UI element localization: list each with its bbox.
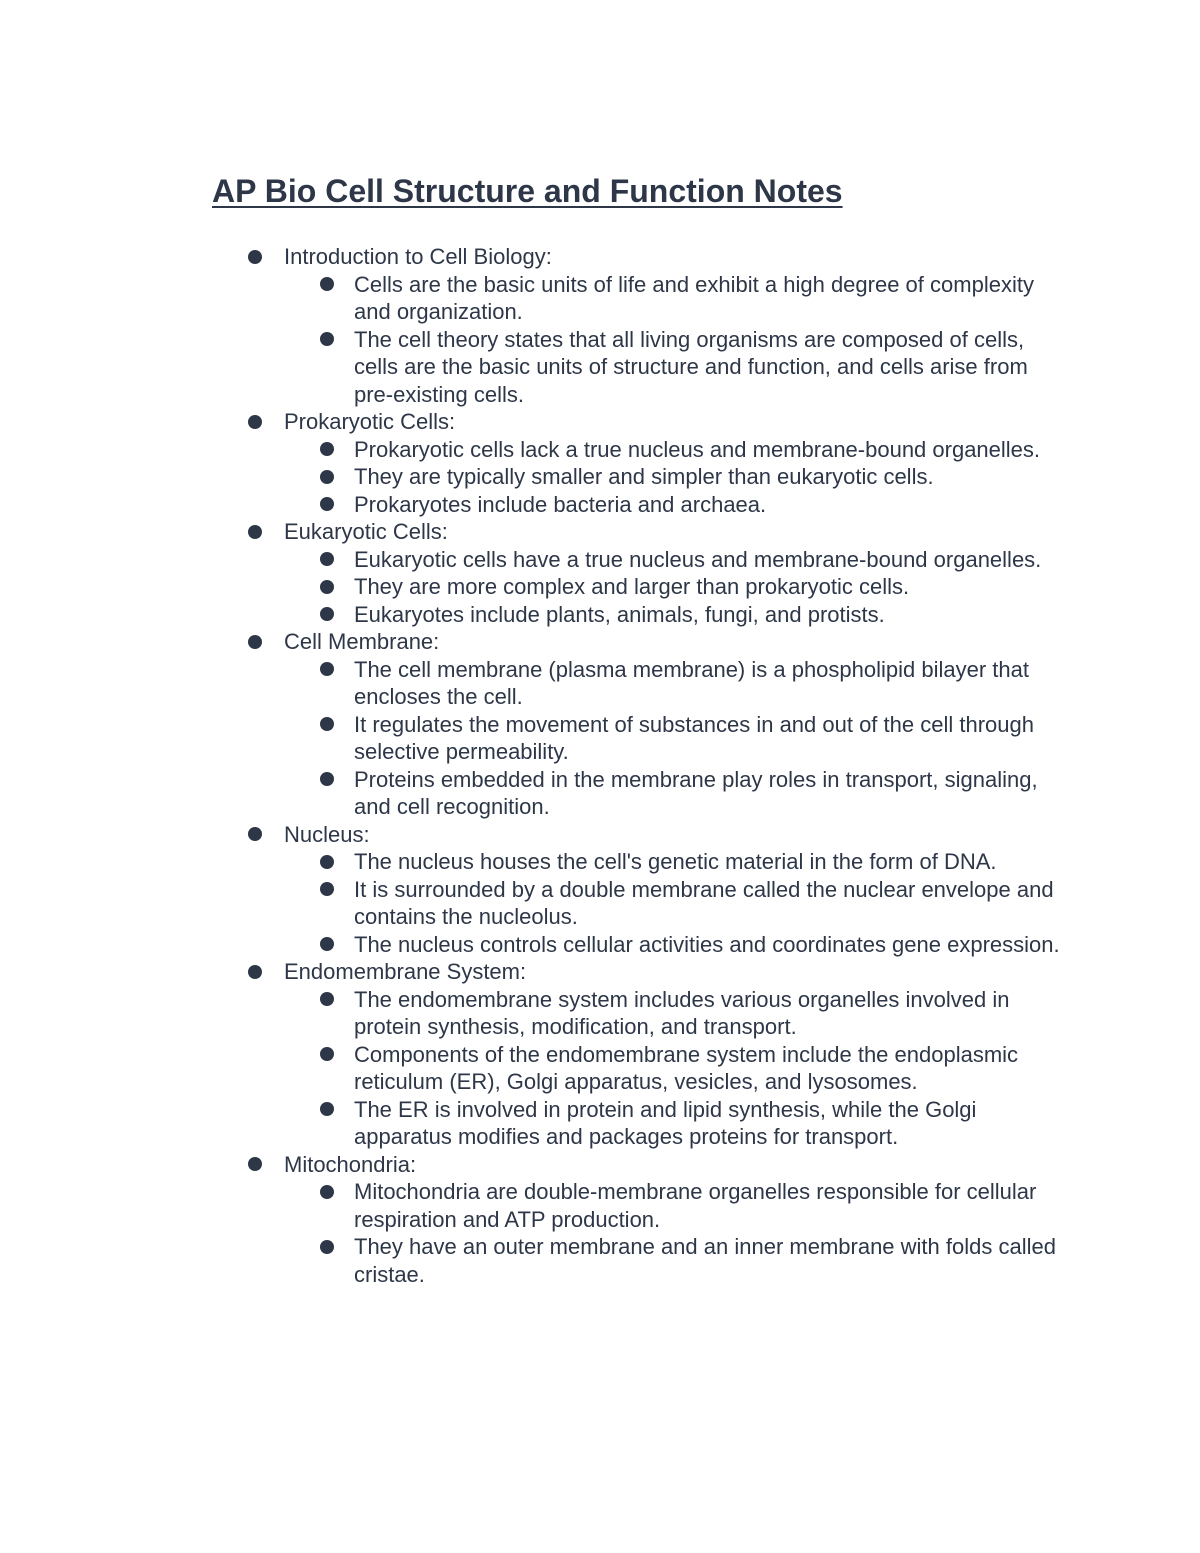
outline-section	[248, 243, 1068, 408]
bullet-dot-icon	[320, 552, 334, 566]
bullet-dot-icon	[320, 332, 334, 346]
bullet-dot-icon	[320, 717, 334, 731]
outline-section	[248, 628, 1068, 821]
bullet-dot-icon	[248, 827, 262, 841]
point-text: It regulates the movement of substances in and out of the cell through selective permeability.	[354, 711, 1034, 764]
point-text: The cell membrane (plasma membrane) is a phospholipid bilayer that encloses the cell.	[354, 656, 1029, 709]
point-text: Mitochondria are double-membrane organelles responsible for cellular respiration and ATP production.	[354, 1179, 1037, 1232]
section-heading: Mitochondria:	[284, 1151, 417, 1177]
list-item	[320, 876, 1068, 931]
outline-section	[248, 518, 1068, 628]
bullet-dot-icon	[320, 937, 334, 951]
outline-section	[248, 408, 1068, 518]
list-item	[320, 1178, 1068, 1233]
point-text: They have an outer membrane and an inner membrane with folds called cristae.	[354, 1234, 1056, 1287]
list-item	[320, 986, 1068, 1041]
bullet-dot-icon	[320, 442, 334, 456]
section-points	[284, 436, 1068, 519]
bullet-dot-icon	[320, 580, 334, 594]
point-text: Eukaryotes include plants, animals, fungi, and protists.	[354, 601, 885, 627]
point-text: The nucleus houses the cell's genetic material in the form of DNA.	[354, 849, 997, 874]
list-item	[320, 766, 1068, 821]
point-text: Eukaryotic cells have a true nucleus and membrane-bound organelles.	[354, 546, 1042, 572]
list-item	[320, 1096, 1068, 1151]
list-item	[320, 436, 1068, 464]
section-heading: Endomembrane System:	[284, 959, 527, 984]
section-heading: Prokaryotic Cells:	[284, 409, 456, 434]
list-item	[320, 326, 1068, 409]
point-text: Prokaryotic cells lack a true nucleus and membrane-bound organelles.	[354, 436, 1041, 462]
bullet-dot-icon	[248, 635, 262, 649]
point-text: The endomembrane system includes various organelles involved in protein synthesis, modification, and transport.	[354, 986, 1010, 1039]
outline-section	[248, 1151, 1068, 1289]
section-heading: Cell Membrane:	[284, 629, 440, 654]
point-text: It is surrounded by a double membrane called the nuclear envelope and contains the nucleolus.	[354, 876, 1054, 929]
point-text: Prokaryotes include bacteria and archaea.	[354, 491, 767, 517]
bullet-dot-icon	[320, 277, 334, 291]
bullet-dot-icon	[320, 497, 334, 511]
bullet-dot-icon	[320, 1240, 334, 1254]
section-points	[284, 271, 1068, 409]
bullet-dot-icon	[320, 882, 334, 896]
point-text: They are more complex and larger than prokaryotic cells.	[354, 574, 910, 599]
list-item	[320, 546, 1068, 574]
bullet-dot-icon	[248, 965, 262, 979]
bullet-dot-icon	[320, 772, 334, 786]
bullet-dot-icon	[320, 1047, 334, 1061]
section-points	[284, 656, 1068, 821]
bullet-dot-icon	[320, 1185, 334, 1199]
section-points	[284, 546, 1068, 629]
bullet-dot-icon	[248, 1157, 262, 1171]
bullet-dot-icon	[320, 992, 334, 1006]
point-text: Proteins embedded in the membrane play roles in transport, signaling, and cell recognition.	[354, 766, 1038, 819]
list-item	[320, 573, 1068, 601]
point-text: Cells are the basic units of life and exhibit a high degree of complexity and organization.	[354, 271, 1034, 324]
outline-section	[248, 958, 1068, 1151]
list-item	[320, 656, 1068, 711]
section-points	[284, 848, 1068, 958]
list-item	[320, 711, 1068, 766]
list-item	[320, 1233, 1068, 1288]
point-text: The ER is involved in protein and lipid synthesis, while the Golgi apparatus modifies and packages proteins for transport.	[354, 1096, 977, 1149]
list-item	[320, 848, 1068, 876]
bullet-dot-icon	[320, 470, 334, 484]
bullet-dot-icon	[320, 607, 334, 621]
bullet-dot-icon	[248, 415, 262, 429]
bullet-dot-icon	[320, 662, 334, 676]
section-points	[284, 986, 1068, 1151]
list-item	[320, 491, 1068, 519]
bullet-dot-icon	[248, 525, 262, 539]
point-text: They are typically smaller and simpler than eukaryotic cells.	[354, 464, 934, 489]
section-heading: Eukaryotic Cells:	[284, 519, 448, 544]
bullet-dot-icon	[320, 855, 334, 869]
bullet-dot-icon	[320, 1102, 334, 1116]
list-item	[320, 463, 1068, 491]
notes-outline	[248, 243, 1068, 1288]
section-heading: Nucleus:	[284, 821, 370, 847]
list-item	[320, 271, 1068, 326]
list-item	[320, 601, 1068, 629]
document-title: AP Bio Cell Structure and Function Notes	[212, 173, 843, 209]
list-item	[320, 931, 1068, 959]
list-item	[320, 1041, 1068, 1096]
outline-section	[248, 821, 1068, 959]
bullet-dot-icon	[248, 250, 262, 264]
point-text: The cell theory states that all living organisms are composed of cells, cells are the basic units of structure and function, and cells arise from pre-existing cells.	[354, 326, 1028, 407]
point-text: The nucleus controls cellular activities and coordinates gene expression.	[354, 931, 1060, 957]
section-points	[284, 1178, 1068, 1288]
point-text: Components of the endomembrane system include the endoplasmic reticulum (ER), Golgi apparatus, vesicles, and lysosomes.	[354, 1041, 1019, 1094]
section-heading: Introduction to Cell Biology:	[284, 244, 552, 269]
